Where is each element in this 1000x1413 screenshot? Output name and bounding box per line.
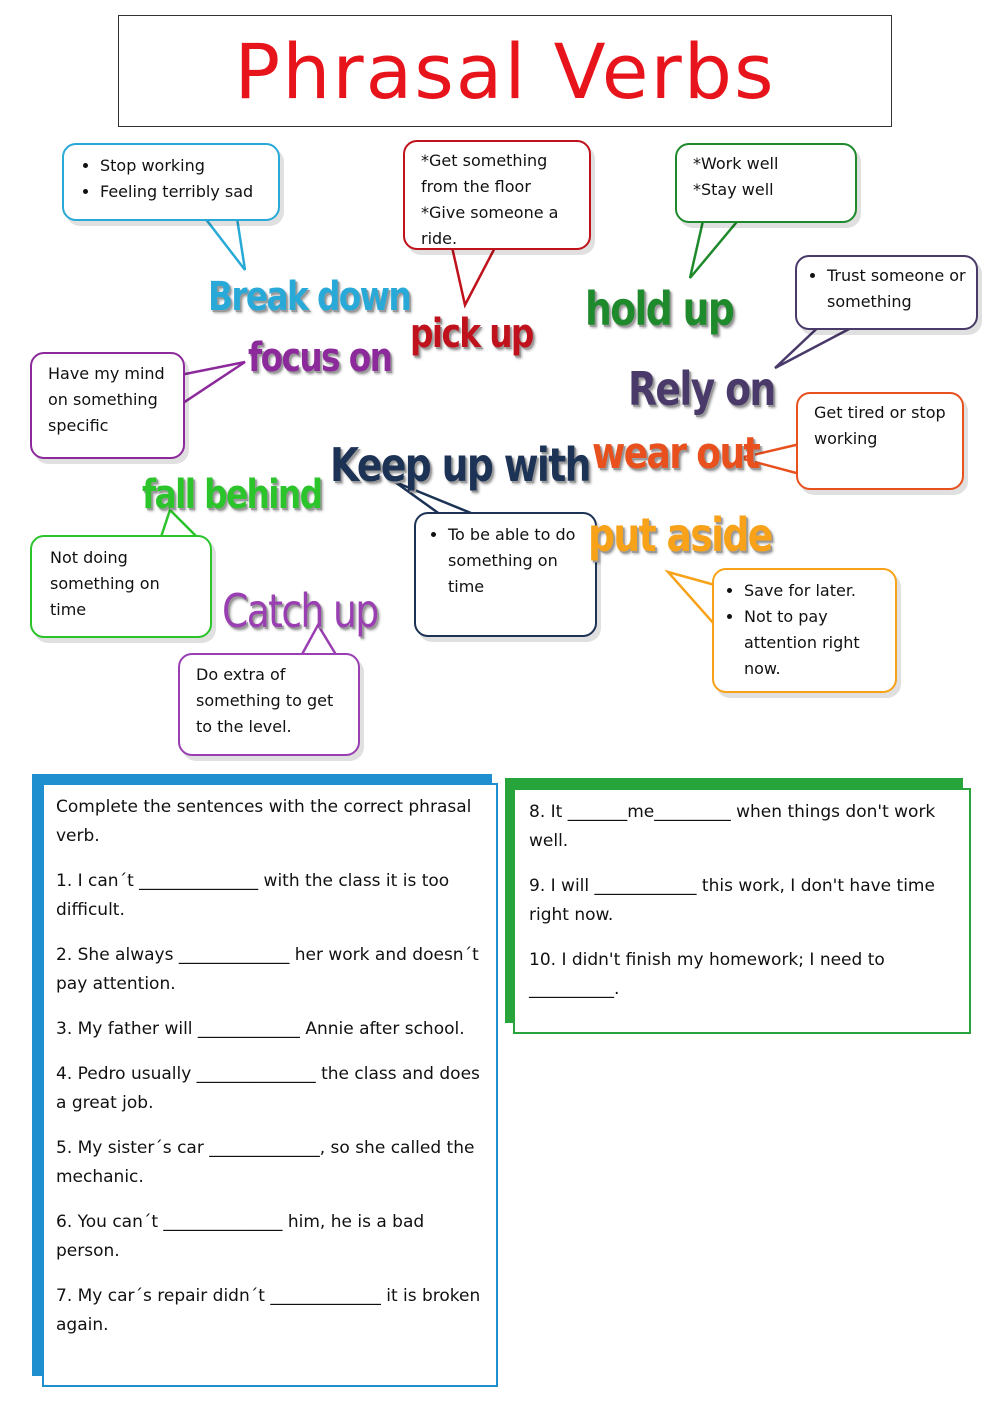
page-title: Phrasal Verbs — [234, 26, 776, 116]
bubble-text: Do extra of something to get to the level. — [196, 665, 334, 736]
bubble-focus-on — [30, 352, 185, 459]
exercise-sentence: 10. I didn't finish my homework; I need to __________. — [529, 950, 885, 999]
verb-catch-up: Catch up — [222, 584, 378, 638]
bubble-item: • Trust someone or something — [827, 263, 968, 315]
bubble-fall-behind — [30, 535, 212, 638]
bubble-item: • Stop working — [100, 153, 264, 179]
exercise-sentence: 9. I will ____________ this work, I don't have time right now. — [529, 876, 935, 925]
verb-focus-on: focus on — [248, 335, 392, 381]
exercise-box-left — [42, 783, 498, 1387]
tail-focus-on — [180, 362, 245, 405]
bubble-catch-up — [178, 653, 360, 756]
verb-break-down: Break down — [208, 274, 411, 320]
verb-keep-up-with: Keep up with — [330, 438, 590, 492]
bubble-text: Have my mind on something specific — [48, 364, 165, 435]
exercise-sentence: 1. I can´t ______________ with the class it is too difficult. — [56, 871, 450, 920]
bubble-pick-up — [403, 140, 591, 250]
exercise-sentence: 8. It _______me_________ when things don't work well. — [529, 802, 936, 851]
exercise-sentence: 7. My car´s repair didn´t _____________ it is broken again. — [56, 1286, 481, 1335]
bubble-item: • Save for later. — [744, 578, 887, 604]
verb-pick-up: pick up — [410, 311, 533, 357]
exercise-sentence: 3. My father will ____________ Annie after school. — [56, 1019, 465, 1039]
bubble-text: *Get something from the floor *Give someone a ride. — [421, 151, 559, 248]
verb-rely-on: Rely on — [628, 362, 775, 416]
bubble-rely-on — [795, 255, 978, 330]
bubble-item: • Not to pay attention right now. — [744, 604, 887, 682]
bubble-text: *Work well — [693, 154, 779, 173]
verb-hold-up: hold up — [585, 282, 734, 336]
verb-fall-behind: fall behind — [142, 472, 322, 518]
exercise-instructions: Complete the sentences with the correct phrasal verb. — [56, 797, 472, 846]
exercise-sentence: 5. My sister´s car _____________, so she called the mechanic. — [56, 1138, 475, 1187]
bubble-text: Get tired or stop working — [814, 403, 946, 448]
exercise-box-right — [513, 788, 971, 1034]
bubble-text: *Stay well — [693, 180, 774, 199]
verb-put-aside: put aside — [588, 508, 772, 562]
bubble-text: Not doing something on time — [50, 548, 160, 619]
bubble-keep-up-with — [414, 512, 597, 637]
bubble-wear-out — [796, 392, 964, 490]
exercise-sentence: 6. You can´t ______________ him, he is a bad person. — [56, 1212, 425, 1261]
bubble-break-down — [62, 143, 280, 221]
exercise-sentence: 4. Pedro usually ______________ the class and does a great job. — [56, 1064, 480, 1113]
tail-put-aside — [668, 572, 715, 625]
bubble-put-aside — [712, 568, 897, 693]
bubble-item: • Feeling terribly sad — [100, 179, 264, 205]
exercise-sentence: 2. She always _____________ her work and doesn´t pay attention. — [56, 945, 479, 994]
bubble-hold-up — [675, 143, 857, 223]
bubble-item: • To be able to do something on time — [448, 522, 585, 600]
verb-wear-out: wear out — [592, 428, 760, 479]
